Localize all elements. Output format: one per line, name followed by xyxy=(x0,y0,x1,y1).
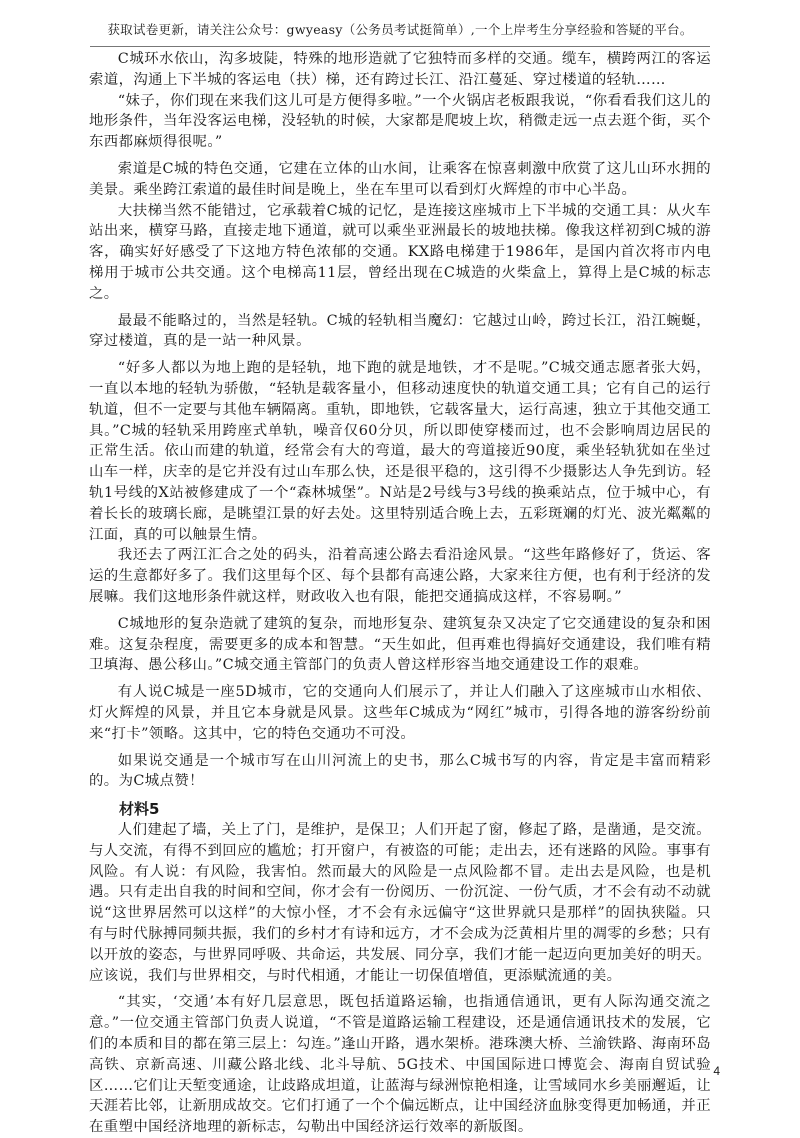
paragraph: 如果说交通是一个城市写在山川河流上的史书，那么C城书写的内容，肯定是丰富而精彩的。为C城点赞！ xyxy=(89,752,711,790)
paragraph: C城地形的复杂造就了建筑的复杂，而地形复杂、建筑复杂又决定了它交通建设的复杂和困难。这复杂程度，需要更多的成本和智慧。“天生如此，但再难也得搞好交通建设，我们唯有精卫填海、愚公移山。”C城交通主管部门的负责人曾这样形容当地交通建设工作的艰难。 xyxy=(89,615,711,674)
section-heading: 材料5 xyxy=(119,800,160,819)
document-body xyxy=(89,49,711,1138)
paragraph: 人们建起了墙，关上了门，是维护，是保卫；人们开起了窗，修起了路，是凿通，是交流。与人交流，有得不到回应的尴尬；打开窗户，有被盗的可能；走出去，还有迷路的风险。事事有风险。有人说：有风险，我害怕。然而最大的风险是一点风险都不冒。走出去是风险，也是机遇。只有走出自我的时间和空间，你才会有一份阅历、一份沉淀、一份气质，才不会有动不动就说“这世界居然可以这样”的大惊小怪，才不会有永远偏守“这世界就只是那样”的固执狭隘。只有与时代脉搏同频共振，我们的乡村才有诗和远方，才不会成为泛黄相片里的凋零的乡愁；只有以开放的姿态，与世界同呼吸、共命运，共发展、同分享，我们才能一起迈向更加美好的明天。应该说，我们与世界相交，与时代相通，才能让一切保值增值，更添赋流通的美。 xyxy=(89,822,711,984)
paragraph: “好多人都以为地上跑的是轻轨，地下跑的就是地铁，才不是呢。”C城交通志愿者张大妈，一直以本地的轻轨为骄傲，“轻轨是载客量小，但移动速度快的轨道交通工具；它有自己的运行轨道，但不一定要与其他车辆隔离。重轨，即地铁，它载客量大，运行高速，独立于其他交通工具。”C城的轻轨采用跨座式单轨，噪音仅60分贝，所以即使穿楼而过，也不会影响周边居民的正常生活。依山而建的轨道，经常会有大的弯道，最大的弯道接近90度，乘坐轻轨犹如在坐过山车一样，庆幸的是它并没有过山车那么快，还是很平稳的，这引得不少摄影达人争先到访。轻轨1号线的X站被修建成了一个“森林城堡”。N站是2号线与3号线的换乘站点，位于城中心，有着长长的玻璃长廊，是眺望江景的好去处。这里特别适合晚上去，五彩斑斓的灯光、波光粼粼的江面，真的可以触景生情。 xyxy=(89,360,711,543)
paragraph: 我还去了两江汇合之处的码头，沿着高速公路去看沿途风景。“这些年路修好了，货运、客运的生意都好多了。我们这里每个区、每个县都有高速公路，大家来往方便，也有利于经济的发展嘛。我们这地形条件就这样，财政收入也有限，能把交通搞成这样，不容易啊。” xyxy=(89,547,711,605)
paragraph: 索道是C城的特色交通，它建在立体的山水间，让乘客在惊喜刺激中欣赏了这儿山环水拥的美景。乘坐跨江索道的最佳时间是晚上，坐在车里可以看到灯火辉煌的市中心半岛。 xyxy=(89,160,711,198)
paragraph: 有人说C城是一座5D城市，它的交通向人们展示了，并让人们融入了这座城市山水相依、灯火辉煌的风景，并且它本身就是风景。这些年C城成为“网红”城市，引得各地的游客纷纷前来“打卡”领略。这其中，它的特色交通功不可没。 xyxy=(89,684,711,742)
header-divider xyxy=(90,46,710,47)
paragraph: “妹子，你们现在来我们这儿可是方便得多啦。”一个火锅店老板跟我说，“你看看我们这儿的地形条件，当年没客运电梯，没轻轨的时候，大家都是爬坡上坎，稍微走远一点去逛个街，买个东西都麻烦得很呢。” xyxy=(89,92,711,151)
page-header: 获取试卷更新，请关注公众号：gwyeasy（公务员考试挺简单）,一个上岸考生分享经验和答疑的平台。 xyxy=(107,22,693,37)
paragraph: “其实，‘交通’本有好几层意思，既包括道路运输，也指通信通讯，更有人际沟通交流之意。”一位交通主管部门负责人说道，“不管是道路运输工程建设，还是通信通讯技术的发展，它们的本质和目的都在第三层上：勾连。”逢山开路，遇水架桥。港珠澳大桥、兰渝铁路、海南环岛高铁、京新高速、川藏公路北线、北斗导航、5G技术、中国国际进口博览会、海南自贸试验区……它们让天堑变通途，让歧路成坦道，让蓝海与绿洲惊艳相逢，让雪域同水乡美丽邂逅，让天涯若比邻，让新朋成故交。它们打通了一个个偏远断点，让中国经济血脉变得更加畅通，并正在重塑中国经济地理的新标志，勾勒出中国经济运行效率的新版图。 xyxy=(89,994,711,1136)
paragraph: 大扶梯当然不能错过，它承载着C城的记忆，是连接这座城市上下半城的交通工具：从火车站出来，横穿马路，直接走地下通道，就可以乘坐亚洲最长的坡地扶梯。像我这样初到C城的游客，确实好好感受了下这地方特色浓郁的交通。KX路电梯建于1986年，是国内首次将市内电梯用于城市公共交通。这个电梯高11层，曾经出现在C城造的火柴盒上，算得上是C城的标志之。 xyxy=(89,202,711,302)
paragraph: C城环水依山，沟多坡陡，特殊的地形造就了它独特而多样的交通。缆车，横跨两江的客运索道，沟通上下半城的客运电（扶）梯，还有跨过长江、沿江蔓延、穿过楼道的轻轨…… xyxy=(89,51,711,88)
paragraph: 最最不能略过的，当然是轻轨。C城的轻轨相当魔幻：它越过山岭，跨过长江，沿江蜿蜒，穿过楼道，真的是一站一种风景。 xyxy=(89,312,711,350)
page-number: 4 xyxy=(713,1064,720,1078)
